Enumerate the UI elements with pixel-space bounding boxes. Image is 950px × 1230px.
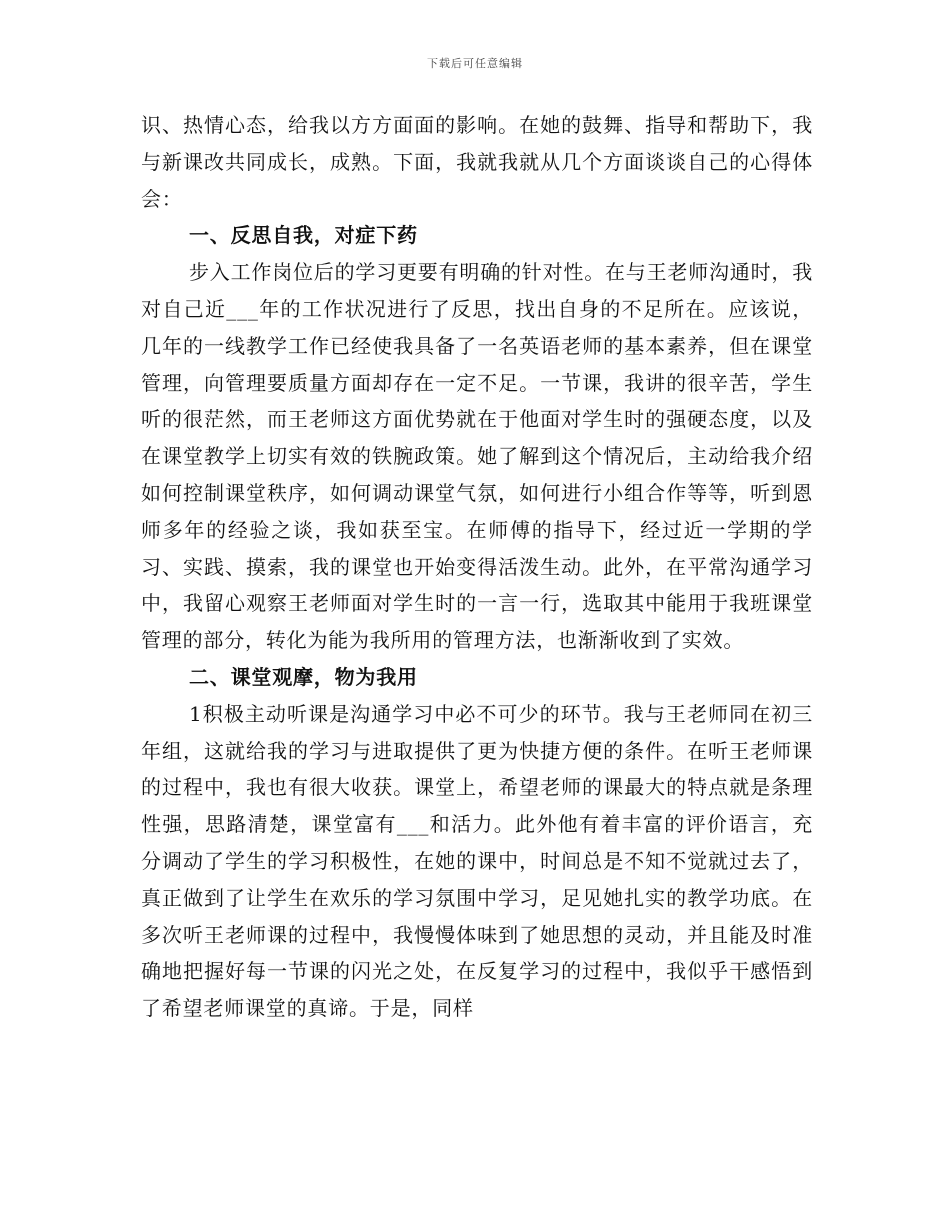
paragraph-2: 1积极主动听课是沟通学习中必不可少的环节。我与王老师同在初三年组，这就给我的学习与进取提供了更为快捷方便的条件。在听王老师课的过程中，我也有很大收获。课堂上，希望老师的课最大的特点就是条理性强，思路清楚，课堂富有___和活力。此外他有着丰富的评价语言，充分调动了学生的学习积极性，在她的课中，时间总是不知不觉就过去了，真正做到了让学生在欢乐的学习氛围中学习，足见她扎实的教学功底。在多次听王老师课的过程中，我慢慢体味到了她思想的灵动，并且能及时准确地把握好每一节课的闪光之处，在反复学习的过程中，我似乎干感悟到了希望老师课堂的真谛。于是，同样 — [141, 701, 813, 1021]
paragraph-1: 步入工作岗位后的学习更要有明确的针对性。在与王老师沟通时，我对自己近___年的工作状况进行了反思，找出自身的不足所在。应该说，几年的一线教学工作已经使我具备了一名英语老师的基本素养，但在课堂管理，向管理要质量方面却存在一定不足。一节课，我讲的很辛苦，学生听的很茫然，而王老师这方面优势就在于他面对学生时的强硬态度，以及在课堂教学上切实有效的铁腕政策。她了解到这个情况后，主动给我介绍如何控制课堂秩序，如何调动课堂气氛，如何进行小组合作等等，听到恩师多年的经验之谈，我如获至宝。在师傅的指导下，经过近一学期的学习、实践、摸索，我的课堂也开始变得活泼生动。此外，在平常沟通学习中，我留心观察王老师面对学生时的一言一行，选取其中能用于我班课堂管理的部分，转化为能为我所用的管理方法，也渐渐收到了实效。 — [141, 260, 813, 653]
section-heading-1: 一、反思自我，对症下药 — [189, 223, 418, 248]
page-header: 下载后可任意编辑 — [427, 57, 523, 70]
section-heading-2: 二、课堂观摩，物为我用 — [189, 664, 418, 689]
document-body — [141, 107, 813, 1027]
paragraph-continuation: 识、热情心态，给我以方方面面的影响。在她的鼓舞、指导和帮助下，我与新课改共同成长，成熟。下面，我就我就从几个方面谈谈自己的心得体会： — [141, 113, 813, 211]
